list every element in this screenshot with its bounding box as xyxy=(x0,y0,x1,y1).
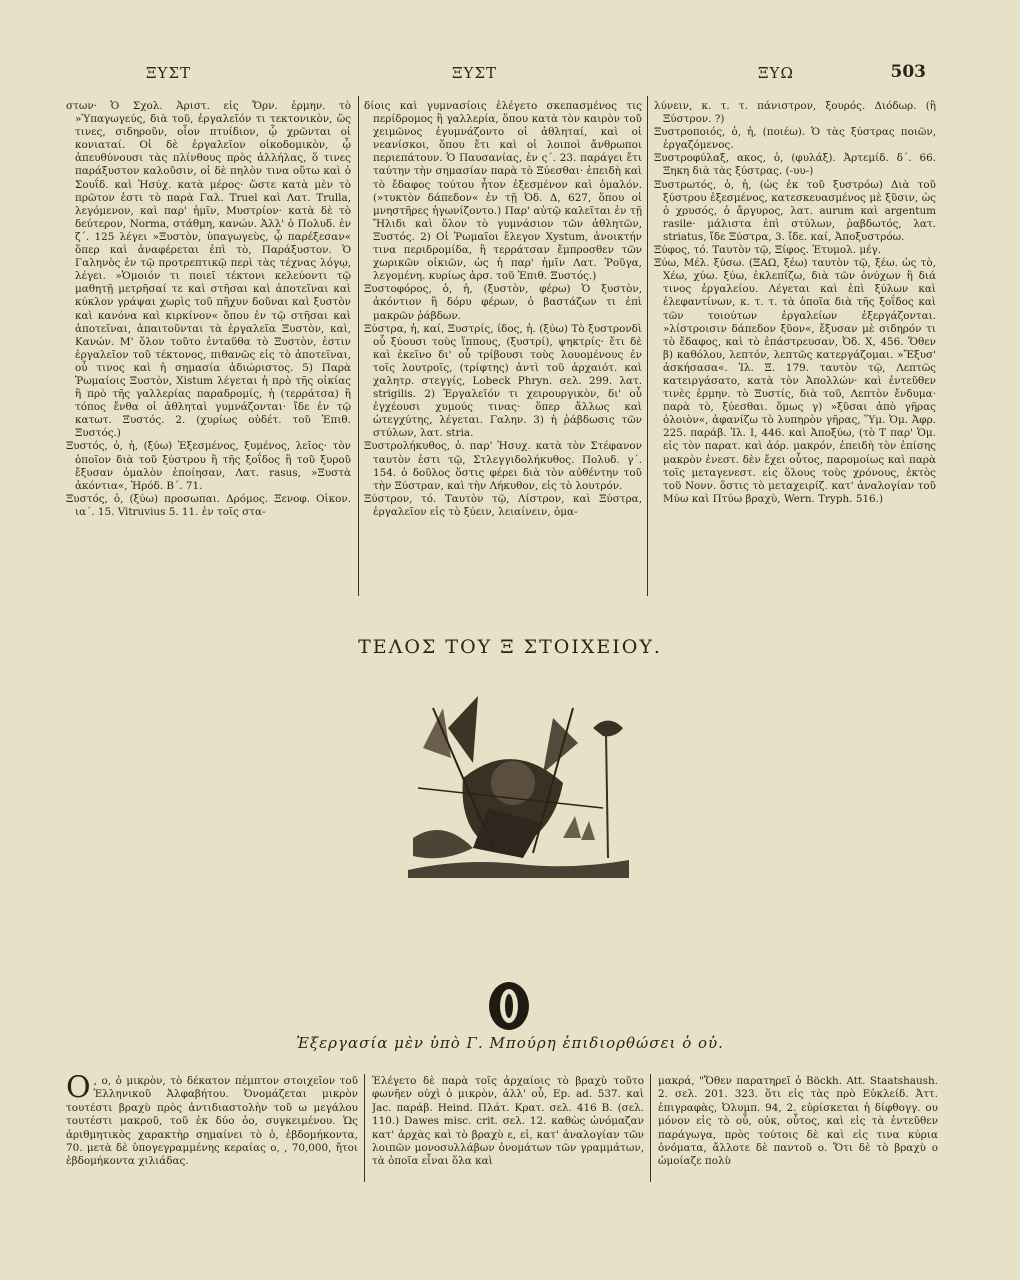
entry: Ξυστροφύλαξ, ακος, ὁ, (φυλάξ). Ἀρτεμίδ. δ΄. 66. Ξηκη διὰ τὰς ξύστρας. (-υυ-) xyxy=(654,152,936,178)
running-head-left: ΞΥΣΤ xyxy=(146,64,192,82)
running-head-right: ΞΥΩ xyxy=(758,64,794,82)
omicron-entry xyxy=(66,1075,358,1169)
editor-credit-line: Ἐξεργασία μὲν ὑπὸ Γ. Μπούρη ἐπιδιορθώσει ὁ οὐ. xyxy=(296,1034,724,1052)
column-1 xyxy=(66,100,351,594)
page-number: 503 xyxy=(890,62,926,82)
column-divider-1 xyxy=(358,96,359,596)
entry: Ξύφος, τό. Ταυτὸν τῷ, Ξίφος. Ἐτυμολ. μέγ. xyxy=(654,244,882,257)
column-divider-2 xyxy=(647,96,648,596)
bottom-column-1 xyxy=(66,1075,358,1195)
column-3 xyxy=(654,100,936,594)
entry: Ξυστροποιός, ὁ, ἡ, (ποιέω). Ὁ τὰς ξύστρας ποιῶν, ἐργαζόμενος. xyxy=(654,126,936,152)
entry: Ξυστοφόρος, ὁ, ἡ, (ξυστὸν, φέρω) Ὁ ξυστὸν, ἀκόντιον ἢ δόρυ φέρων, ὁ βαστάζων τι ἐπὶ μακρῶν ῥάβδων. xyxy=(364,283,642,322)
bottom-column-2 xyxy=(372,1075,644,1195)
entry: Ξυστρωτός, ὁ, ἡ, (ὡς ἐκ τοῦ ξυστρόω) Διὰ τοῦ ξύστρου ἐξεσμένος, κατεσκευασμένος μὲ ξῦσιν, ὡς ὁ χρυσός, ὁ ἄργυρος, λατ. aurum καὶ argentum rasile· μάλιστα ἐπὶ στύλων, ῥαβδωτός, λατ. striatus, ἴδε Ξύστρα, 3. ἴδε. καί, Ἀποξυστρόω. xyxy=(654,178,936,243)
bottom-column-divider-2 xyxy=(650,1074,651,1182)
column-2 xyxy=(364,100,642,594)
drop-cap: Ο xyxy=(66,1075,91,1105)
entry: Ξυστρολήκυθος, ὁ. παρ' Ἡσυχ. κατὰ τὸν Στέφανον ταυτὸν ἐστι τῷ, Στλεγγιδολήκυθος. Πολυδ. γ΄. 154. ὁ δοῦλος ὅστις φέρει διὰ τὸν αὐθέντην τοῦ τὴν Ξύστραν, καὶ τὴν Λήκυθον, εἰς τὸ λουτρόν. xyxy=(364,440,642,492)
engraved-vignette xyxy=(403,688,633,883)
entry: Ξύστρα, ἡ, καί, Ξυστρίς, ίδος, ἡ. (ξύω) Τὸ ξυστρονδὶ οὗ ξύουσι τοὺς ἵππους, (ξυστρί), ψηκτρίς· ἔτι δὲ καὶ ἐκεῖνο δι' οὗ τρίβουσι τοὺς λουομένους ἐν τοῖς λουτροῖς, (τρίφτης) ἀντὶ τοῦ ἀρχαιότ. καὶ χαλητρ. στεγγίς, Lobeck Phryn. σελ. 299. λατ. strigilis. 2) Ἐργαλεῖόν τι χειρουργικὸν, δι' οὗ ἐγχέουσι χυμούς τινας· ὅπερ ἄλλως καὶ ὠτεγχύτης, λέγεται. Γαλην. 3) ἡ ῥάβδωσις τῶν στύλων, λατ. stria. xyxy=(364,322,642,440)
bottom-column-3 xyxy=(658,1075,938,1195)
entry: λύνειν, κ. τ. τ. πάνιστρον, ξουρός. Διόδωρ. (ἢ Ξύστρον. ?) xyxy=(654,100,936,126)
entry: δίοις καὶ γυμνασίοις ἐλέγετο σκεπασμένος τις περίδρομος ἢ γαλλερία, ὅπου κατὰ τὸν καιρὸν τοῦ χειμῶνος ἐγυμνάζοντο οἱ ἀθληταί, καὶ οἱ νεανίσκοι, ὅπου ἔτι καὶ οἱ λοιποὶ ἄνθρωποι περιεπάτουν. Ὁ Παυσανίας, ἐν ς΄. 23. παράγει ἔτι ταύτην τὴν σημασίαν παρὰ τὸ Ξύεσθαι· ἐπειδὴ καὶ τὸ ἔδαφος τούτου ἦτον ἐξεσμένον καὶ ὁμαλόν. (»τυκτὸν δάπεδον« ἐν τῇ Ὀδ. Δ, 627, ὅπου οἱ μνηστῆρες ἠγωνίζοντο.) Παρ' αὐτῷ καλεῖται ἐν τῇ Ἤλιδι καὶ ὅλον τὸ γυμνάσιον τῶν ἀθλητῶν, Ξυστός. 2) Οἱ Ῥωμαῖοι ἔλεγον Xystum, ἀνοικτήν τινα περιδρομίδα, ἢ τερράτσαν ἔμπροσθεν τῶν χωρικῶν οἰκιῶν, ὡς ἡ παρ' ἡμῖν Λατ. Ῥοῦγα, λεγομένη. κυρίως ἀρσ. τοῦ Ἐπιθ. Ξυστός.) xyxy=(364,100,642,283)
entry: Ξυστός, ὁ, ἡ, (ξύω) Ἐξεσμένος, ξυμένος, λεῖος· τὸν ὁποῖον διὰ τοῦ ξύστρου ἢ τῆς ξοΐδος ἢ τοῦ ξυροῦ ἔξυσαν ὁμαλὸν ἐποίησαν, Λατ. rasus, »Ξυστὰ ἀκόντια«, Ἡρόδ. Β΄. 71. xyxy=(66,440,351,492)
entry-text: μακρά, "Ὅθεν παρατηρεῖ ὁ Böckh. Att. Staatshaush. 2. σελ. 201. 323. ὅτι εἰς τὰς πρὸ Εὐκλείδ. Ἀττ. ἐπιγραφὰς, Ὀλυμπ. 94, 2. εὑρίσκεται ἡ δίφθογγ. ου μόνον εἰς τὸ οὗ, οὐκ, οὗτος, καὶ εἰς τὰ ἐντεῦθεν παράγωγα, πρὸς τούτοις δὲ καὶ εἰς τινα κύρια ὀνόματα, ἄλλοτε δὲ παντοῦ ο. Ὅτι δὲ τὸ βραχὺ ο ὡμοίαζε πολὺ xyxy=(658,1075,938,1168)
bottom-column-divider-1 xyxy=(364,1074,365,1182)
entry: Ξύστρον, τό. Ταυτὸν τῷ, Λίστρον, καὶ Ξύστρα, ἐργαλεῖον εἰς τὸ ξύειν, λειαίνειν, ὁμα- xyxy=(364,492,642,518)
entry: στων· Ὁ Σχολ. Ἀριστ. εἰς Ὄρν. ἑρμην. τὸ »Ὑπαγωγεύς, διὰ τοῦ, ἐργαλεῖόν τι τεκτονικὸν, ὥς τινες, σιδηροῦν, οἷον πτυίδιον, ᾧ χρῶνται οἱ κονιαταί. Οἱ δὲ ἐργαλεῖον οἰκοδομικὸν, ᾧ ἀπευθύνουσι τὰς πλίνθους πρὸς ἀλλήλας, ὅ τινες παράξυστον καλοῦσιν, οἱ δὲ πηλὸν τινα οὕτω καὶ ὁ Σουΐδ. καὶ Ἡσύχ. κατὰ μέρος· ὥστε κατὰ μὲν τὸ πρῶτον ἐστι τὸ παρὰ Γαλ. Truel καὶ Λατ. Trulla, λεγόμενον, καὶ παρ' ἡμῖν, Μυστρίον· κατὰ δὲ τὸ δεύτερον, Norma, στάθμη, κανών. Ἀλλ' ὁ Πολυδ. ἐν ζ΄. 125 λέγει »Ξυστὸν, ὑπαγωγεὺς, ᾧ παρέξεσαν« ὅπερ καὶ ἀναφέρεται ἐπὶ τὸ, Παράξυστον. Ὁ Γαληνὸς ἐν τῷ προτρεπτικῷ περὶ τὰς τέχνας λόγῳ, λέγει. »Ὁμοιόν τι ποιεῖ τέκτονι κελεύοντι τῷ μαθητῇ μετρῆσαί τε καὶ στῆσαι καὶ ἀποτεῖναι καὶ κύκλον γράψαι χωρὶς τοῦ πῆχυν δοῦναι καὶ ξυστὸν καὶ κανόνα καὶ κιρκίνον« ὅπου ἐν τῷ στῆσαι καὶ ἀποτεῖναι, ἀπαιτοῦνται τὰ ἐργαλεῖα Ξυστὸν, καὶ, Κανών. Μ' ὅλον τοῦτο ἐνταῦθα τὸ Ξυστὸν, ἐστιν ἐργαλεῖον τοῦ τέκτονος, πιθανῶς εἰς τὸ ἀποτεῖναι, οὗ τινος καὶ ἡ σημασία ἀδιώριστος. 5) Παρὰ Ῥωμαίοις Ξυστὸν, Xistum λέγεται ἡ πρὸ τῆς οἰκίας ἢ πρὸ τῆς γαλλερίας παραδρομίς, ἡ (τερράτσα) ἢ τόπος ἔνθα οἱ ἀθληταὶ γυμνάζονται· ἴδε ἐν τῷ κατωτ. Ξυστός. 2. (χυρίως οὐδέτ. τοῦ Ἐπιθ. Ξυστός.) xyxy=(66,100,351,440)
ornamental-omicron-initial xyxy=(487,980,531,1032)
entry-text: Ἐλέγετο δὲ παρὰ τοῖς ἀρχαίοις τὸ βραχὺ τοῦτο φωνῆεν οὐχὶ ὁ μικρὸν, ἀλλ' οὗ, Ep. ad. 537. καὶ Jac. παράβ. Heind. Πλάτ. Κρατ. σελ. 416 B. (σελ. 110.) Dawes misc. crit. σελ. 12. καθὼς ὠνόμαζαν κατ' ἀρχὰς καὶ τὸ βραχὺ ε, εἰ, κατ' ἀναλογίαν τῶν λοιπῶν μονοσυλλάβων ὀνομάτων τῶν γραμμάτων, τὰ ὁποῖα εἶναι ὅλα καὶ xyxy=(372,1075,644,1168)
entry: Ξυστός, ὁ, (ξύω) προσωπαι. Δρόμος. Ξενοφ. Οἰκον. ια΄. 15. Vitruvius 5. 11. ἐν τοῖς στα- xyxy=(66,492,351,518)
entry: Ξύω, Μέλ. ξύσω. (ΞΑΩ, ξέω) ταυτὸν τῷ, ξέω. ὡς τὸ, Χέω, χύω. ξύω, ἐκλεπίζω, διὰ τῶν ὀνύχων ἢ διά τινος ἐργαλείου. Λέγεται καὶ ἐπὶ ξύλων καὶ ἐλεφαντίνων, κ. τ. τ. τὰ ὁποῖα διὰ τῆς ξοΐδος καὶ τῶν τοιούτων ἐργαλείων ἐξεργάζονται. »λίστροισιν δάπεδον ξῦον«, ἔξυσαν μὲ σιδηρόν τι τὸ ἔδαφος, καὶ τὸ ἐπάστρευσαν, Ὀδ. Χ, 456. Ὅθεν β) καθόλου, λεπτόν, λεπτῶς κατεργάζομαι. »Ἔξυσ' ἀσκήσασα«. Ἰλ. Ξ. 179. ταυτὸν τῷ, Λεπτῶς κατειργάσατο, κατὰ τὸν Ἀπολλών· καὶ ἐντεῦθεν τινὲς ἑρμην. τὸ Ξυστίς, διὰ τοῦ, Λεπτὸν ἔνδυμα· παρὰ τὸ, ξύεσθαι. ὅμως γ) »ξῦσαι ἀπὸ γῆρας ὀλοιὸν«, ἀφανίζω τὸ λυπηρὸν γῆρας, Ὕμ. Ὁμ. Ἀφρ. 225. παράβ. Ἰλ. Ι, 446. καὶ Ἀποξύω, (τὸ Τ παρ' Ὁμ. εἰς τὸν παρατ. καὶ ἀόρ. μακρόν, ἐπειδὴ τὸν ἐπίσης μακρὸν ἐνεστ. δὲν ἔχει οὗτος, παρομοίως καὶ παρὰ τοῖς μεταγενεστ. εἰς ὅλους τοὺς χρόνους, ἐκτὸς τοῦ Νονν. ὅστις τὸ μεταχειρίζ. κατ' ἀναλογίαν τοῦ Μύω καὶ Πτύω βραχὺ, Wern. Tryph. 516.) xyxy=(654,257,936,505)
entry-text: , ο, ὁ μικρὸν, τὸ δέκατον πέμπτον στοιχεῖον τοῦ Ἑλληνικοῦ Ἀλφαβήτου. Ὀνομάζεται μικρὸν τουτέστι βραχὺ πρὸς ἀντιδιαστολὴν τοῦ ω μεγάλου τουτέστι μακροῦ, τοῦ ἐκ δύο ὀο, συγκειμένου. Ὡς ἀριθμητικὸς χαρακτὴρ σημαίνει τὸ ὁ, ἑβδομήκοντα, 70. μετὰ δὲ ὑπογεγραμμένης κεραίας ο, , 70,000, ἤτοι ἑβδομήκοντα χιλιάδας. xyxy=(66,1075,358,1168)
running-head-center: ΞΥΣΤ xyxy=(452,64,498,82)
section-end-title: ΤΕΛΟΣ ΤΟΥ Ξ ΣΤΟΙΧΕΙΟΥ. xyxy=(358,636,662,658)
